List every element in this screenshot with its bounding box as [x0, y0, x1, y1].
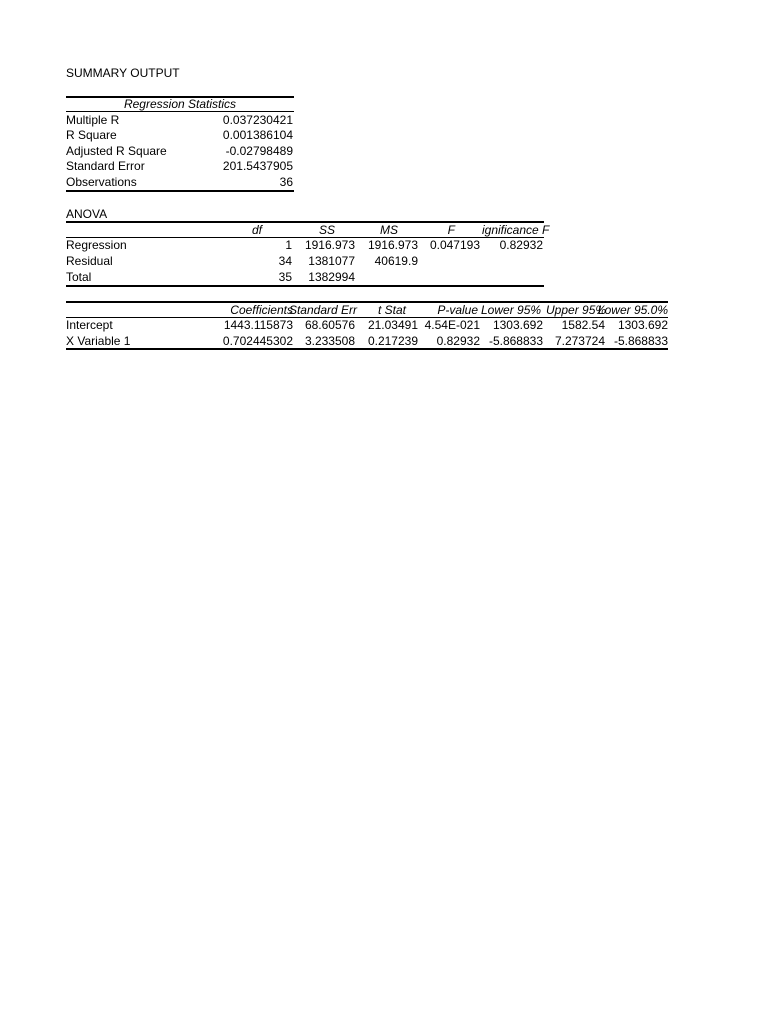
- stat-label: Observations: [66, 175, 137, 189]
- anova-row-label: Residual: [66, 254, 113, 268]
- table-bottom-rule: [66, 190, 294, 192]
- anova-cell-significance: 0.82932: [499, 238, 543, 252]
- coef-header-upper-95: Upper 95%: [546, 303, 607, 317]
- coef-cell-p-value: 4.54E-021: [424, 318, 480, 332]
- stat-value: 0.001386104: [222, 128, 293, 142]
- coef-header-p-value: P-value: [437, 303, 478, 317]
- header-rule: [66, 111, 294, 112]
- anova-row-label: Total: [66, 270, 92, 284]
- coef-cell-upper-95: 1582.54: [561, 318, 605, 332]
- anova-row-label: Regression: [66, 238, 127, 252]
- stat-value: 0.037230421: [222, 113, 293, 127]
- anova-header-ss: SS: [318, 223, 335, 237]
- coef-cell-lower-95-0: -5.868833: [613, 334, 668, 348]
- anova-cell-df: 34: [278, 254, 292, 268]
- stat-value: -0.02798489: [225, 144, 293, 158]
- stat-value: 201.5437905: [222, 159, 293, 173]
- anova-cell-df: 35: [278, 270, 292, 284]
- coef-cell-t-stat: 0.217239: [367, 334, 418, 348]
- coef-header-coefficients: Coefficients: [230, 303, 293, 317]
- coef-row-label: Intercept: [66, 318, 113, 332]
- anova-cell-ss: 1381077: [308, 254, 355, 268]
- anova-title: ANOVA: [66, 207, 108, 221]
- coef-header-lower-95: Lower 95%: [481, 303, 542, 317]
- anova-cell-f: 0.047193: [429, 238, 480, 252]
- anova-header-significance-f: ignificance F: [482, 223, 550, 237]
- anova-cell-df: 1: [285, 238, 292, 252]
- stat-label: R Square: [66, 128, 117, 142]
- anova-cell-ms: 1916.973: [367, 238, 418, 252]
- coef-row-label: X Variable 1: [66, 334, 131, 348]
- stat-label: Standard Error: [66, 159, 145, 173]
- coef-header-t-stat: t Stat: [377, 303, 406, 317]
- anova-cell-ms: 40619.9: [374, 254, 418, 268]
- anova-cell-ss: 1382994: [308, 270, 355, 284]
- stat-value: 36: [279, 175, 293, 189]
- coef-cell-standard-error: 68.60576: [304, 318, 355, 332]
- stat-label: Adjusted R Square: [66, 144, 167, 158]
- coef-cell-lower-95-0: 1303.692: [617, 318, 668, 332]
- coef-cell-lower-95: -5.868833: [488, 334, 543, 348]
- regression-statistics-header: Regression Statistics: [123, 97, 237, 111]
- coef-cell-t-stat: 21.03491: [367, 318, 418, 332]
- stat-label: Multiple R: [66, 113, 120, 127]
- coef-cell-lower-95: 1303.692: [492, 318, 543, 332]
- coef-cell-coefficient: 1443.115873: [223, 318, 293, 332]
- anova-header-ms: MS: [380, 223, 398, 237]
- table-bottom-rule: [66, 348, 668, 350]
- coef-header-standard-error: Standard Err: [288, 303, 357, 317]
- coef-cell-standard-error: 3.233508: [304, 334, 355, 348]
- anova-header-f: F: [447, 223, 455, 237]
- coef-header-lower-95-0: Lower 95.0%: [597, 303, 668, 317]
- anova-cell-ss: 1916.973: [304, 238, 355, 252]
- anova-header-df: df: [251, 223, 262, 237]
- coef-cell-p-value: 0.82932: [436, 334, 480, 348]
- coef-cell-coefficient: 0.702445302: [222, 334, 293, 348]
- table-bottom-rule: [66, 285, 544, 287]
- page-title: SUMMARY OUTPUT: [66, 66, 180, 80]
- coef-cell-upper-95: 7.273724: [554, 334, 605, 348]
